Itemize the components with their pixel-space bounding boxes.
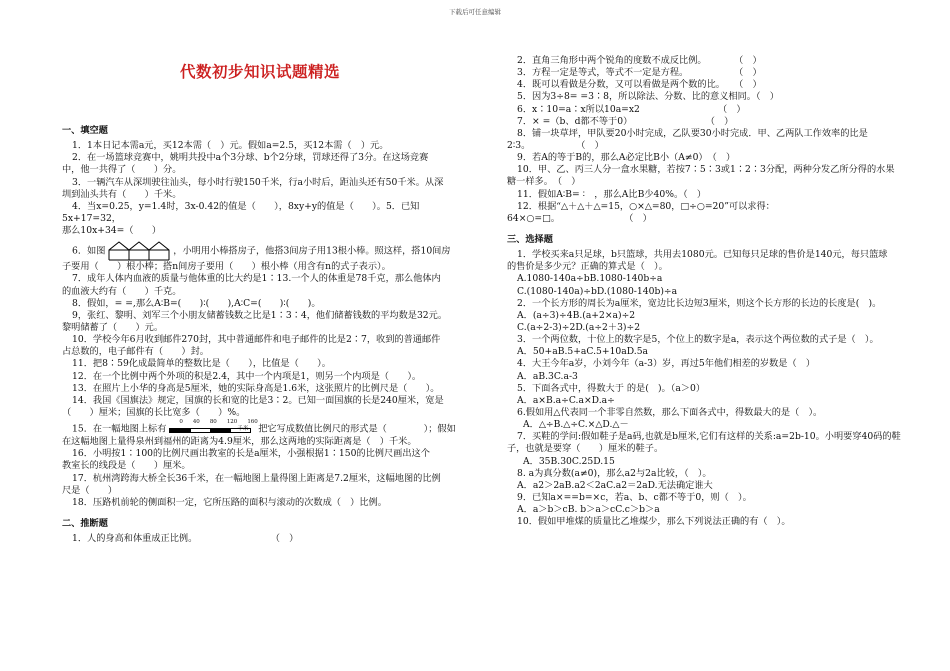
question-text: 18．压路机前轮的侧面积一定，它所压路的面积与滚动的次数成（ ）比例。 (72, 496, 387, 508)
option: A．△÷ (523, 419, 554, 431)
question-text: 5．下面各式中，得数大于 的是( )。（a＞0） (517, 382, 706, 394)
option: C.c＞b＞a (615, 504, 660, 516)
question-text: 3．一辆汽车从深圳驶往汕头，每小时行驶150千米，行a小时后，距汕头还有50千米。从深 (72, 176, 444, 188)
options-row (507, 371, 907, 383)
question-text: 8. a为真分数(a≠0)，那么a2与2a比较，（ ）。 (517, 467, 712, 479)
option: D.5a (626, 346, 649, 358)
question-text: 子，也就是要穿（ ）厘米的鞋子。 (507, 443, 664, 455)
question-text: 2．在一场篮球竞赛中，姚明共投中a个3分球、b个2分球，罚球还得了3分。在这场竞赛 (72, 152, 429, 164)
question-text: 17．杭州湾跨海大桥全长36千米，在一幅地图上量得图上距离是7.2厘米，这幅地图的比例 (72, 472, 441, 484)
section-judgement-heading: 二、推断题 (62, 517, 108, 529)
question-text: 中，他一共得了（ ）分。 (62, 164, 182, 176)
question-text: 9．已知a×==b=×c，若a、b、c都不等于0，则（ ）。 (517, 491, 752, 503)
option: B.△÷ (553, 419, 579, 431)
question-text: 6．如图 (72, 245, 106, 257)
option: D.(1080-140b)÷a (596, 285, 678, 297)
scale-bar-segments (169, 428, 251, 433)
question-text: ，小明用小棒搭房子，他搭3间房子用13根小棒。照这样，搭10间房 (173, 245, 451, 257)
option: C.(a÷2-3)÷2 (517, 321, 576, 333)
question-text: 教室长的线段是（ ）厘米。 (62, 460, 191, 472)
option: D.△－ (602, 419, 629, 431)
question-text: 3．方程一定是等式，等式不一定是方程。 （ ） (517, 67, 762, 79)
scale-label: 0 (179, 419, 183, 426)
question-text: 7．× =（b、d都不等于0） （ ） (517, 115, 734, 127)
question-text: 4．大王今年a岁，小刘今年（a-3）岁，再过5年他们相差的岁数是（ ） (517, 358, 816, 370)
options-row (507, 504, 907, 516)
option: A.1080-140a÷b (517, 273, 590, 285)
scale-label: 80 (209, 419, 217, 426)
options-row (507, 346, 907, 358)
question-text: 12．在一个比例中两个外项的积是2.4，其中一个内项是1，则另一个内项是（ ）。 (72, 370, 422, 382)
question-6-line (62, 241, 468, 261)
option: B.a2＜2a (564, 479, 607, 491)
question-text: 7．成年人体内血液的质量与他体重的比大约是1∶13.一个人的体重是78千克，那么他体内 (72, 273, 441, 285)
page-title: 代数初步知识试题精选 (179, 62, 340, 81)
option: A．a (517, 370, 539, 382)
question-text: 占总数的，电子邮件有（ ）封。 (62, 346, 209, 358)
question-text: 10．甲、乙、丙三人分一盒水果糖，若按7∶5∶3或1∶2∶3分配，两种分发乙所分得的水果 (517, 164, 895, 176)
option: B.(a+2×a)÷2 (572, 309, 636, 321)
question-text: 2．直角三角形中两个锐角的度数不成反比例。 （ ） (517, 55, 762, 66)
scale-label: 160千米 (237, 419, 258, 433)
option: A．50+a (517, 346, 558, 358)
option: C.(1080-140a)÷b (517, 285, 597, 297)
question-text: 的售价是多少元？正确的算式是（ ）。 (507, 261, 668, 273)
question-text: 糖一样多。 （ ） (507, 176, 581, 188)
section-fill-blank-heading: 一、填空题 (62, 125, 108, 136)
question-text: 把它写成数值比例尺的形式是（ ）；假如 (258, 423, 456, 435)
option: A．a2＞2a (517, 479, 565, 491)
question-text: 5．因为3÷8= =3∶8，所以除法、分数、比的意义相同。（ ） (517, 91, 779, 103)
option: B.5+a (557, 346, 587, 358)
section-choice-heading: 三、选择题 (507, 233, 553, 245)
option: A．a＞b＞c (517, 504, 568, 516)
question-text: 6.假如用△代表同一个非零自然数，那么下面各式中，得数最大的是（ ）。 (517, 406, 823, 418)
option: B.3 (538, 370, 554, 382)
question-text: 16．小明按1∶100的比例尺画出教室的长是a厘米，小强根据1∶150的比例尺画出这个 (72, 448, 430, 460)
option: A．a× (517, 394, 546, 406)
question-text: 11．把8∶59化成最简单的整数比是（ ），比值是（ ）。 (72, 358, 331, 370)
scale-label: 120 (226, 419, 238, 426)
option: C.a2＝2a (606, 479, 648, 491)
question-text: 1．人的身高和体重成正比例。 （ ） (72, 533, 299, 545)
question-text: 64×○=□。 （ ） (507, 212, 652, 224)
question-text: 15．在一幅地图上标有 (72, 423, 167, 435)
options-row (507, 273, 907, 285)
question-text: 2．一个长方形的周长为a厘米，宽边比长边短3厘米，则这个长方形的长边的长度是( )。 (517, 297, 882, 309)
option: A．(a÷3)÷4 (517, 309, 573, 321)
options-row (507, 419, 907, 431)
question-text: 4．当x=0.25，y=1.4时，3x-0.42的值是（ ），8xy+y的值是（ ）。5．已知5x+17=32， (62, 200, 420, 224)
option: B. b＞a＞c (567, 504, 616, 516)
scale-label: 40 (192, 419, 200, 426)
option: A．35 (523, 455, 551, 467)
question-text: 1．学校买来a只足球，b只篮球，共用去1080元。已知每只足球的售价是140元，每只篮球 (517, 249, 888, 261)
question-text: 子要用（ ）根小棒；搭n间房子要用（ ）根小棒（用含有n的式子表示）。 (62, 261, 391, 273)
option: D.a÷ (591, 394, 615, 406)
options-row (507, 310, 907, 322)
option: B.30 (550, 455, 572, 467)
question-text: 11．假如A∶B= ∶ ，那么A比B少40%。（ ） (517, 188, 707, 200)
option: D.无法确定谁大 (647, 479, 713, 491)
question-text: 1．1本日记本需a元，买12本需（ ）元。假如a=2.5，买12本需（ ）元。 (72, 140, 389, 152)
question-text: 圳到汕头共有（ ）千米。 (62, 188, 182, 200)
option: D.15 (593, 455, 615, 467)
question-text: 14．我国《国旗法》规定，国旗的长和宽的比是3∶2。已知一面国旗的长是240厘米，宽是 (72, 394, 444, 406)
options-row (507, 322, 907, 334)
question-text: （ ）厘米；国旗的长比宽多（ ）%。 (62, 406, 246, 418)
left-column (62, 125, 468, 545)
question-text: 那么10x+34=（ ） (62, 225, 162, 237)
question-text: 4．既可以看做是分数，又可以看做是两个数的比。 （ ） (517, 79, 762, 91)
question-text: 黎明储蓄了（ ）元。 (62, 321, 164, 333)
question-text: 在这幅地图上量得泉州到福州的距离为4.9厘米，那么这两地的实际距离是（ ）千米。 (62, 436, 417, 448)
options-row (507, 456, 907, 468)
option: C.a× (568, 394, 592, 406)
option: C.25 (571, 455, 594, 467)
option: D.(a÷2＋3)÷2 (575, 321, 641, 333)
map-scale-bar (169, 419, 258, 436)
question-text: 尺是（ ） (62, 484, 118, 496)
page-header: 下载后可任意编辑 (449, 8, 501, 16)
question-text: 9．若A的等于B的，那么A必定比B小（A≠0） （ ） (517, 152, 736, 164)
question-text: 8．铺一块草坪，甲队要20小时完成，乙队要30小时完成．甲、乙两队工作效率的比是 (517, 127, 868, 139)
option: C.a-3 (553, 370, 578, 382)
question-text: 8．假如，= =,那么A∶B=( )∶( ),A∶C=( )∶( )。 (72, 297, 321, 309)
right-column (507, 55, 907, 528)
question-text: 的血液大约有（ ）千克。 (62, 285, 182, 297)
question-text: 7．买鞋的学问:假如鞋子是a码,也就是b厘米,它们有这样的关系:a=2b-10。小明要穿40码的鞋 (517, 431, 901, 443)
option: C.×△ (578, 419, 603, 431)
question-15-line (62, 419, 468, 436)
question-text: 12．根据“△＋△＋△=15，○×△=80，□÷○=20”可以求得： (517, 200, 775, 212)
question-text: 6．x∶10=a∶x所以10a=x2 （ ） (517, 103, 746, 115)
stick-houses-figure (108, 241, 170, 261)
options-row (507, 480, 907, 492)
options-row (507, 286, 907, 298)
question-text: 13．在照片上小华的身高是5厘米，她的实际身高是1.6米，这张照片的比例尺是（ ）。 (72, 382, 440, 394)
question-text: 10．假如甲堆煤的质量比乙堆煤少，那么下列说法正确的有（ ）。 (517, 516, 791, 528)
option: C.5+10a (586, 346, 627, 358)
question-text: 3．一个两位数，十位上的数字是5，个位上的数字是a，表示这个两位数的式子是（ ）。 (517, 334, 879, 346)
question-text: 2∶3。 （ ） (507, 139, 604, 151)
option: B.a÷ (546, 394, 569, 406)
option: B.1080-140b÷a (589, 273, 663, 285)
question-text: 10．学校今年6月收到邮件270封，其中普通邮件和电子邮件的比是2∶7，收到的普通邮件 (72, 334, 441, 346)
question-text: 9，张红、黎明、刘军三个小朋友储蓄钱数之比是1∶3∶4，他们储蓄钱数的平均数是32元。 (72, 309, 448, 321)
options-row (507, 395, 907, 407)
